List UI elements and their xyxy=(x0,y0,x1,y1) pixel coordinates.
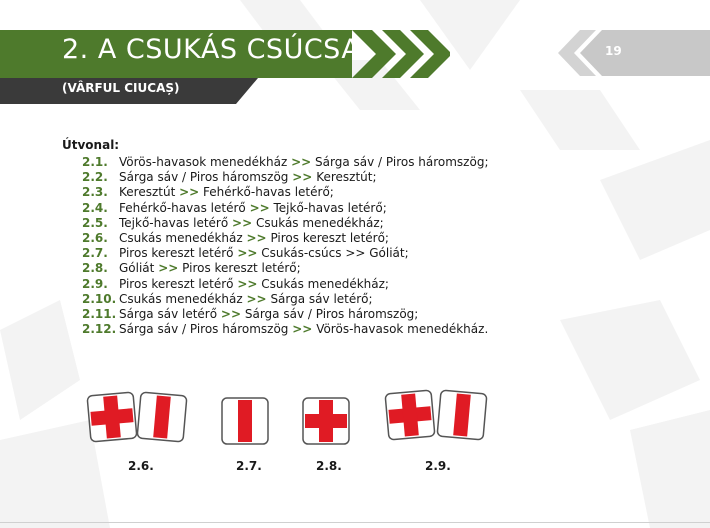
trail-mark-group-2-9 xyxy=(383,388,489,442)
list-item xyxy=(82,185,489,200)
item-to: Sárga sáv letérő; xyxy=(270,291,373,306)
red-stripe-icon xyxy=(137,392,187,442)
trail-mark-group-2-6 xyxy=(86,391,188,443)
list-item xyxy=(82,261,489,276)
item-from: Csukás menedékház xyxy=(119,291,243,306)
list-item xyxy=(82,322,489,337)
item-number: 2.5. xyxy=(82,215,108,230)
list-item xyxy=(82,292,489,307)
separator: >> xyxy=(220,307,242,322)
item-from: Piros kereszt letérő xyxy=(119,246,234,261)
separator: >> xyxy=(232,215,253,230)
separator: >> xyxy=(246,231,267,246)
route-list xyxy=(62,155,489,337)
separator: >> xyxy=(249,200,270,215)
item-from: Góliát xyxy=(119,261,155,276)
item-to: Sárga sáv / Piros háromszög; xyxy=(244,307,419,322)
item-to: Vörös-havasok menedékház. xyxy=(316,322,489,337)
list-item xyxy=(82,170,489,185)
list-item xyxy=(82,277,489,292)
separator: >> xyxy=(246,291,267,306)
item-from: Sárga sáv letérő xyxy=(119,307,218,322)
symbol-label: 2.7. xyxy=(236,459,262,473)
separator: >> xyxy=(292,322,313,337)
item-from: Sárga sáv / Piros háromszög xyxy=(119,322,289,337)
item-from: Vörös-havasok menedékház xyxy=(119,155,288,169)
red-cross-icon xyxy=(385,390,435,440)
red-stripe-icon xyxy=(437,390,487,440)
page-title: 2. A CSUKÁS CSÚCSA xyxy=(62,34,361,65)
trail-mark-group-2-7 xyxy=(219,395,271,447)
item-number: 2.2. xyxy=(82,170,108,185)
red-cross-icon xyxy=(87,392,137,442)
separator: >> xyxy=(237,276,258,291)
list-item xyxy=(82,155,489,170)
list-item xyxy=(82,201,489,216)
symbol-label: 2.9. xyxy=(425,459,451,473)
page-number-badge xyxy=(556,30,710,76)
symbol-label: 2.6. xyxy=(128,459,154,473)
item-to: Csukás menedékház; xyxy=(255,215,384,230)
item-to-2: Góliát; xyxy=(369,246,409,261)
separator: >> xyxy=(237,246,258,261)
item-number: 2.9. xyxy=(82,276,108,291)
page-subtitle: (VÂRFUL CIUCAȘ) xyxy=(62,81,180,95)
route-label: Útvonal: xyxy=(62,138,120,152)
item-to: Tejkő-havas letérő; xyxy=(273,200,387,215)
item-number: 2.8. xyxy=(82,261,108,276)
separator: >> xyxy=(179,185,200,200)
item-from: Csukás menedékház xyxy=(119,231,243,246)
item-to: Piros kereszt letérő; xyxy=(182,261,301,276)
item-number: 2.3. xyxy=(82,185,108,200)
item-number: 2.6. xyxy=(82,231,108,246)
item-to: Csukás-csúcs xyxy=(261,246,342,261)
item-number: 2.1. xyxy=(82,155,108,169)
item-to: Csukás menedékház; xyxy=(261,276,389,291)
separator: >> xyxy=(291,155,312,169)
separator: >> xyxy=(158,261,179,276)
item-number: 2.7. xyxy=(82,246,108,261)
item-to: Fehérkő-havas letérő; xyxy=(203,185,334,200)
list-item xyxy=(82,246,489,261)
item-from: Fehérkő-havas letérő xyxy=(119,200,246,215)
item-number: 2.11. xyxy=(82,307,117,322)
list-item xyxy=(82,216,489,231)
item-from: Tejkő-havas letérő xyxy=(119,215,229,230)
item-to: Sárga sáv / Piros háromszög; xyxy=(315,155,489,169)
trail-mark-group-2-8 xyxy=(300,395,352,447)
item-from: Keresztút xyxy=(119,185,176,200)
item-from: Piros kereszt letérő xyxy=(119,276,234,291)
list-item xyxy=(82,231,489,246)
separator: >> xyxy=(292,170,313,185)
page-number: 19 xyxy=(605,44,622,58)
item-number: 2.12. xyxy=(82,322,117,337)
item-number: 2.10. xyxy=(82,291,117,306)
item-to: Keresztút; xyxy=(316,170,377,185)
symbol-label: 2.8. xyxy=(316,459,342,473)
red-cross-icon xyxy=(303,398,349,444)
separator: >> xyxy=(345,246,366,261)
item-from: Sárga sáv / Piros háromszög xyxy=(119,170,289,185)
item-number: 2.4. xyxy=(82,200,108,215)
route-section xyxy=(62,138,489,337)
item-to: Piros kereszt letérő; xyxy=(270,231,389,246)
red-stripe-icon xyxy=(222,398,268,444)
footer-divider xyxy=(0,522,710,523)
list-item xyxy=(82,307,489,322)
